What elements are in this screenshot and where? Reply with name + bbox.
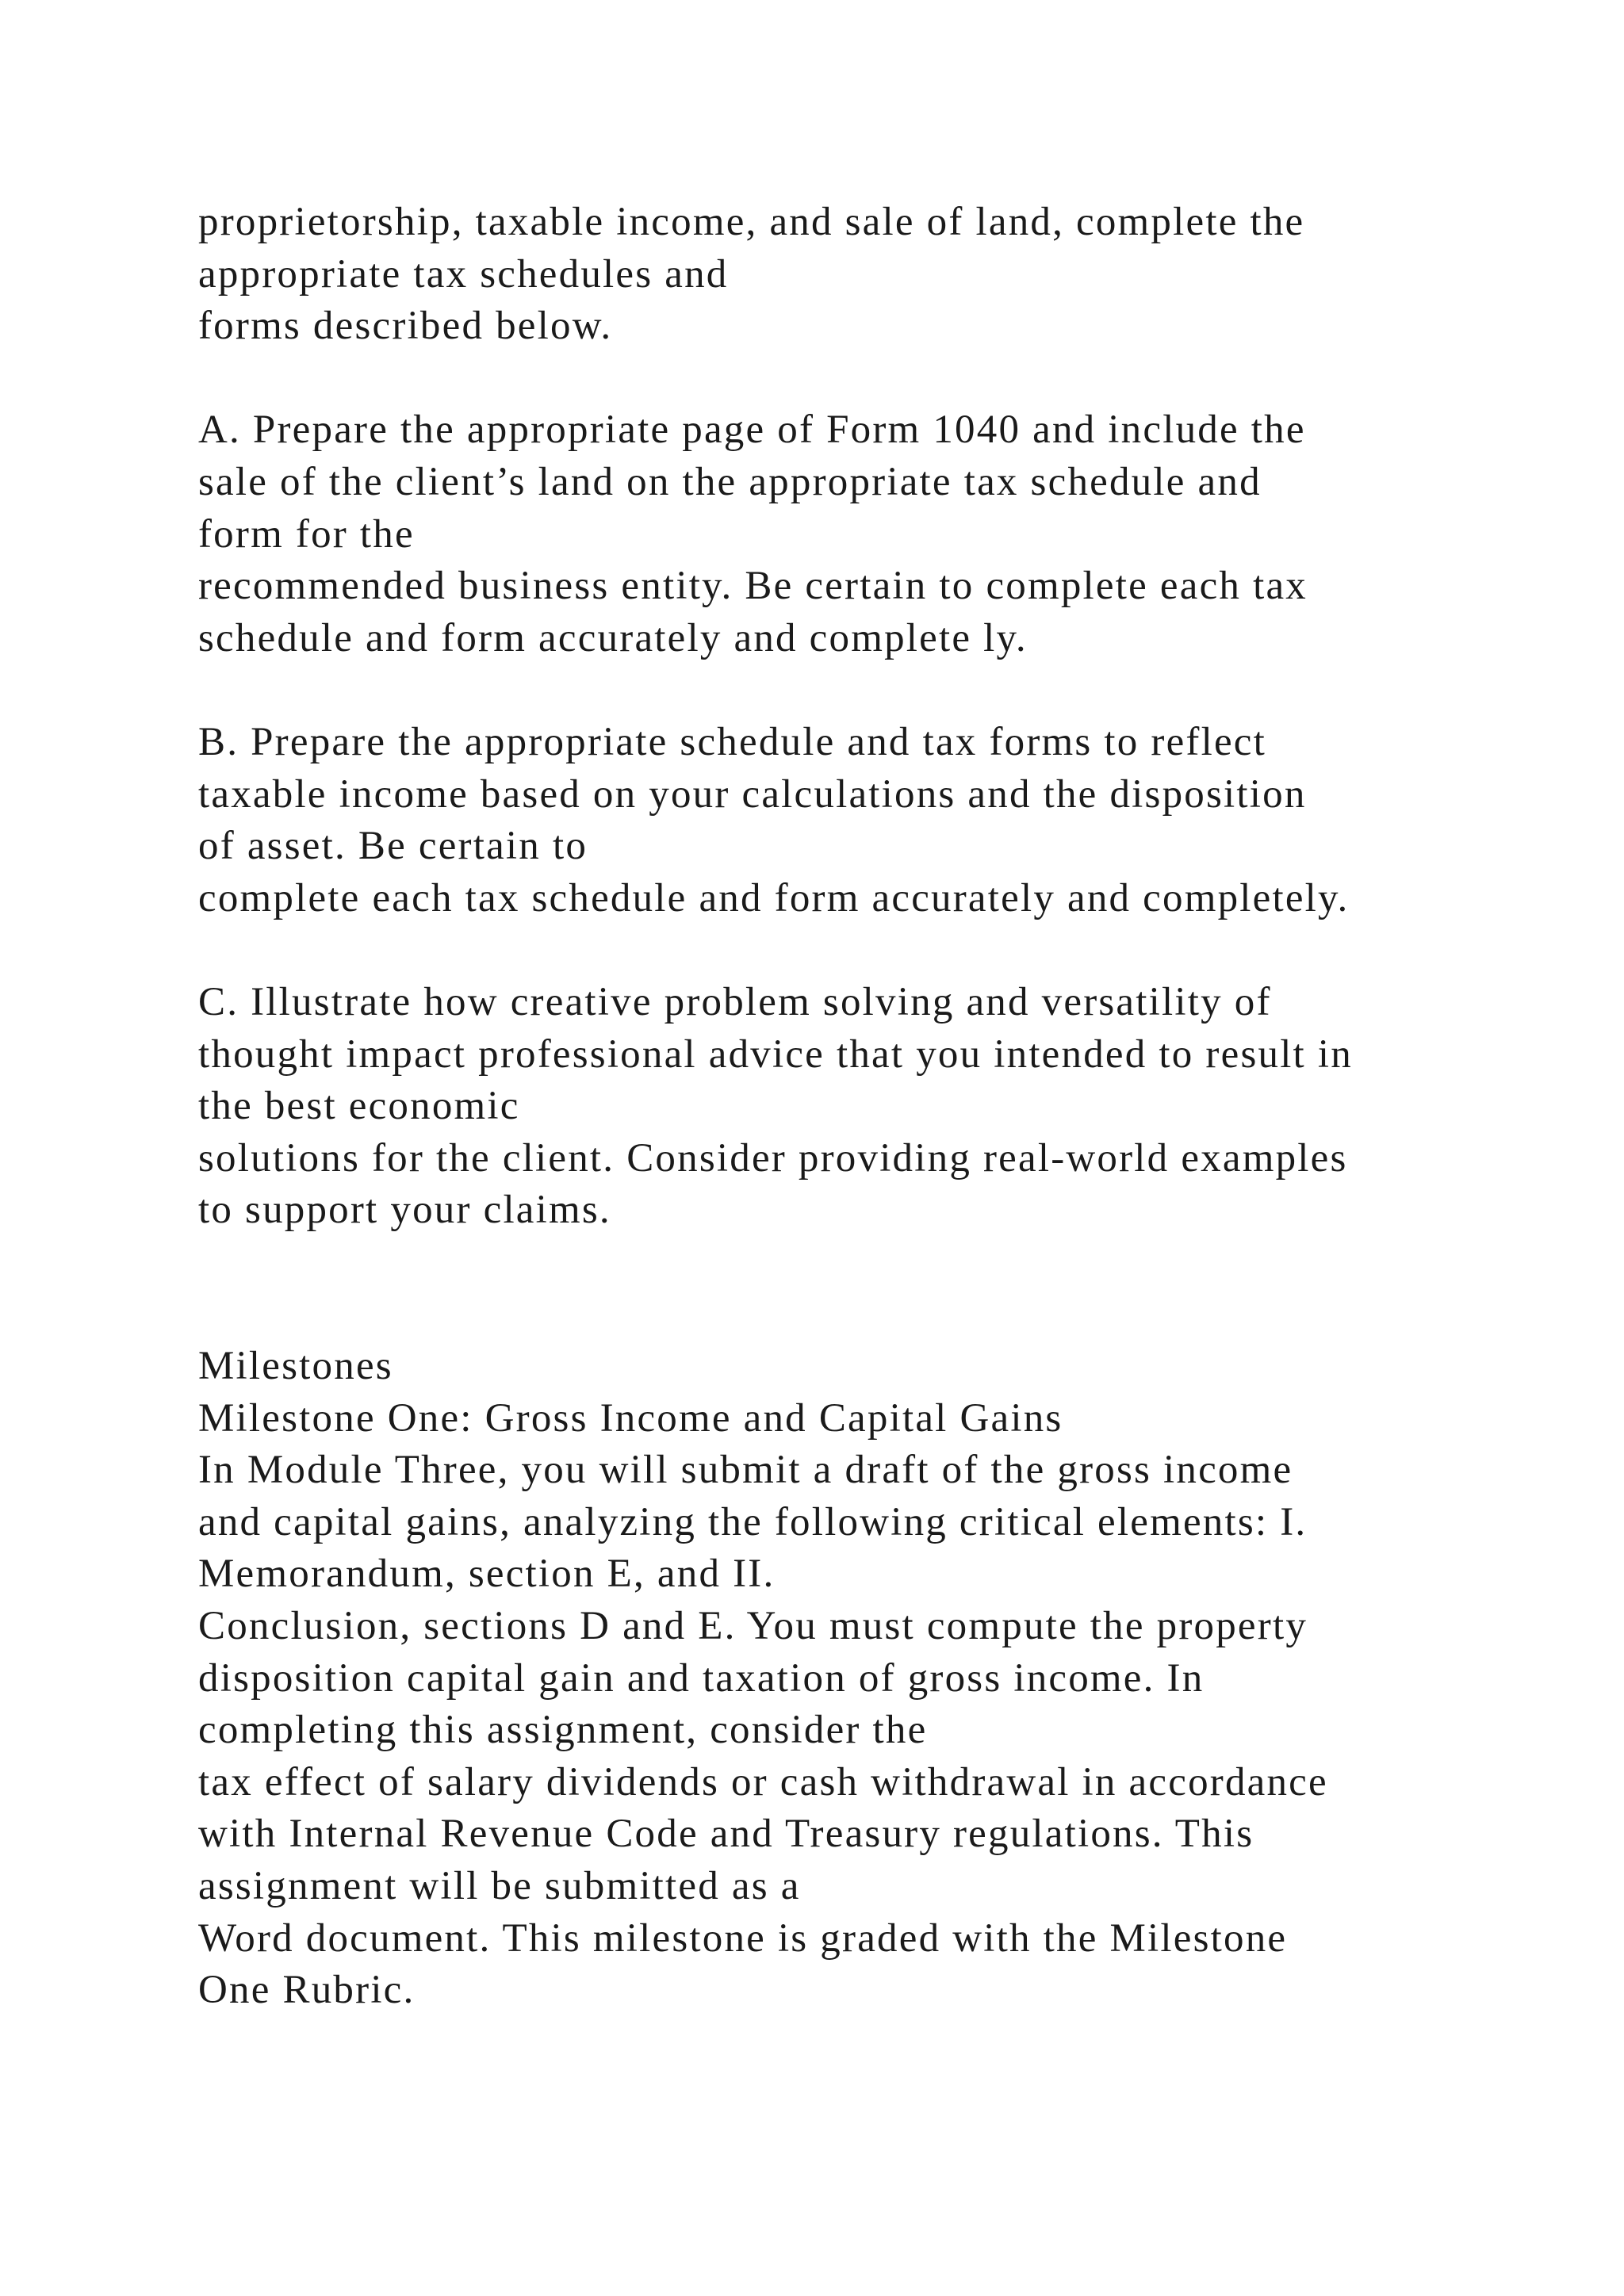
section-a-line: form for the [198,511,415,557]
milestone-line: tax effect of salary dividends or cash withdrawal in accordance [198,1759,1328,1804]
section-c-line: thought impact professional advice that you intended to result in [198,1031,1353,1077]
section-a-line: recommended business entity. Be certain to complete each tax [198,564,1308,609]
milestone-line: and capital gains, analyzing the following critical elements: I. [198,1499,1308,1544]
milestone-line: Memorandum, section E, and II. [198,1552,776,1597]
milestones-section [198,1341,1515,2017]
section-b-line: complete each tax schedule and form accurately and completely. [198,875,1350,920]
section-b-line: B. Prepare the appropriate schedule and tax forms to reflect [198,719,1267,764]
section-c-paragraph [198,977,1515,1237]
milestone-line: One Rubric. [198,1968,416,2013]
paragraph-gap [198,353,1515,405]
milestones-heading: Milestones [198,1344,393,1389]
milestone-line: Word document. This milestone is graded with the Milestone [198,1915,1288,1961]
document-body [198,197,1515,2017]
section-b-line: taxable income based on your calculations and the disposition [198,771,1307,817]
section-c-line: C. Illustrate how creative problem solving and versatility of [198,979,1272,1024]
intro-line: appropriate tax schedules and [198,251,729,297]
intro-line: proprietorship, taxable income, and sale of land, complete the [198,200,1305,244]
milestone-line: assignment will be submitted as a [198,1864,801,1908]
section-b-paragraph [198,717,1515,924]
section-a-line: schedule and form accurately and complete ly. [198,615,1028,660]
milestone-line: with Internal Revenue Code and Treasury regulations. This [198,1812,1254,1857]
section-a-paragraph [198,404,1515,664]
milestone-one-heading: Milestone One: Gross Income and Capital Gains [198,1395,1063,1441]
milestone-line: completing this assignment, consider the [198,1708,928,1753]
paragraph-gap [198,664,1515,717]
milestone-line: Conclusion, sections D and E. You must compute the property [198,1604,1308,1649]
intro-line: forms described below. [198,304,613,349]
intro-paragraph [198,197,1515,353]
section-c-line: solutions for the client. Consider providing real-world examples [198,1135,1348,1181]
section-c-line: the best economic [198,1084,520,1129]
paragraph-gap [198,924,1515,977]
section-c-line: to support your claims. [198,1188,611,1233]
section-b-line: of asset. Be certain to [198,824,588,869]
milestone-line: disposition capital gain and taxation of gross income. In [198,1655,1205,1701]
milestone-line: In Module Three, you will submit a draft of the gross income [198,1448,1293,1493]
section-a-line: A. Prepare the appropriate page of Form 1040 and include the [198,408,1306,453]
section-a-line: sale of the client’s land on the appropriate tax schedule and [198,459,1262,504]
paragraph-gap [198,1237,1515,1341]
